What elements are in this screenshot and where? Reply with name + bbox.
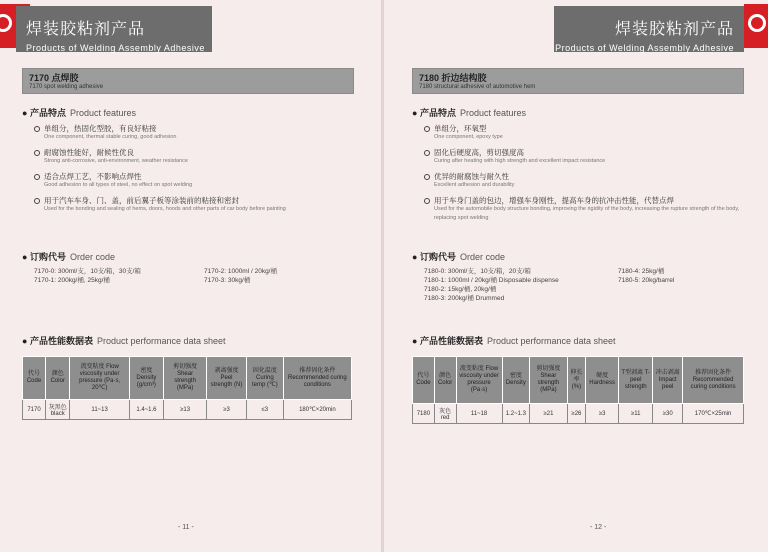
table-header-cell: 流变粘度 Flow viscosity under pressure (Pa·s, 20℃) bbox=[70, 357, 129, 400]
product-title-band bbox=[412, 68, 744, 94]
table-cell: ≥21 bbox=[530, 404, 568, 424]
table-header-cell: 代号 Code bbox=[23, 357, 46, 400]
table-cell: ≥30 bbox=[653, 404, 683, 424]
table-cell: 灰色 red bbox=[434, 404, 456, 424]
table-header-cell: 密度 Density bbox=[502, 357, 530, 404]
product-title-band bbox=[22, 68, 354, 94]
table-cell: ≥11 bbox=[619, 404, 653, 424]
table-cell: ≥26 bbox=[567, 404, 585, 424]
table-header-cell: 流变粘度 Flow viscosity under pressure (Pa·s) bbox=[456, 357, 502, 404]
product-subtitle: 7180 structural adhesive of automotive hem bbox=[419, 84, 536, 90]
order-code: 7170-1: 200kg/桶, 25kg/桶 bbox=[34, 277, 110, 284]
table-header-cell: 推荐固化条件 Recommended curing conditions bbox=[283, 357, 351, 400]
table-header-row bbox=[23, 357, 352, 400]
order-code: 7180-3: 200kg/桶 Drummed bbox=[424, 295, 505, 302]
table-header-cell: T型剥离 T-peel strength bbox=[619, 357, 653, 404]
order-code: 7180-4: 25kg/桶 bbox=[618, 268, 665, 275]
circle-bullet-icon bbox=[34, 198, 40, 204]
order-code: 7180-2: 15kg/桶, 20kg/桶 bbox=[424, 286, 497, 293]
table-header-cell: 伸长率 (%) bbox=[567, 357, 585, 404]
feature-item: 适合点焊工艺，不影响点焊性 Good adhesion to all types of steel, no effect on spot welding bbox=[44, 172, 193, 188]
logo-ring-icon bbox=[0, 14, 12, 32]
circle-bullet-icon bbox=[424, 126, 430, 132]
feature-item: 固化后硬度高，剪切强度高 Curing after heating with high strength and excellent impact resistance bbox=[434, 148, 606, 164]
table-header-cell: 推荐固化条件 Recommended curing conditions bbox=[683, 357, 744, 404]
table-cell: 1.2~1.3 bbox=[502, 404, 530, 424]
feature-item: 单组分，环氧型 One component, epoxy type bbox=[434, 124, 503, 140]
order-code-heading: ● 订购代号 Order code bbox=[22, 252, 115, 263]
table-row bbox=[23, 400, 352, 420]
left-page bbox=[0, 0, 381, 552]
order-code: 7170-2: 1000ml / 20kg/桶 bbox=[204, 268, 277, 275]
table-header-cell: 固化温度 Curing temp (℃) bbox=[246, 357, 283, 400]
table-header-cell: 剪切强度 Shear strength (MPa) bbox=[530, 357, 568, 404]
table-cell: ≥3 bbox=[207, 400, 247, 420]
table-header-cell: 颜色 Color bbox=[434, 357, 456, 404]
table-row bbox=[413, 404, 744, 424]
product-title: 7170 点焊胶 bbox=[29, 73, 79, 83]
table-cell: 1.4~1.6 bbox=[129, 400, 163, 420]
features-heading: ● 产品特点 Product features bbox=[412, 108, 526, 119]
table-cell: 11~18 bbox=[456, 404, 502, 424]
circle-bullet-icon bbox=[424, 198, 430, 204]
order-code-heading: ● 订购代号 Order code bbox=[412, 252, 505, 263]
table-header-row bbox=[413, 357, 744, 404]
performance-table bbox=[412, 356, 744, 424]
header-title-cn: 焊装胶粘剂产品 bbox=[614, 19, 734, 38]
feature-item: 耐腐蚀性能好，耐候性优良 Strong anti-corrosive, anti-environment, weather resistance bbox=[44, 148, 188, 164]
circle-bullet-icon bbox=[34, 174, 40, 180]
table-cell: ≤3 bbox=[246, 400, 283, 420]
table-cell: 灰黑色 black bbox=[45, 400, 70, 420]
performance-table bbox=[22, 356, 352, 420]
page-header bbox=[16, 6, 212, 52]
header-title-cn: 焊装胶粘剂产品 bbox=[26, 19, 146, 38]
circle-bullet-icon bbox=[424, 174, 430, 180]
logo-ring-icon bbox=[748, 14, 766, 32]
feature-item: 优异的耐腐蚀与耐久性 Excellent adhesion and durability bbox=[434, 172, 515, 188]
circle-bullet-icon bbox=[424, 150, 430, 156]
page-number: - 11 - bbox=[178, 524, 194, 531]
table-cell: 11~13 bbox=[70, 400, 129, 420]
product-subtitle: 7170 spot welding adhesive bbox=[29, 84, 104, 90]
table-header-cell: 剥离强度 Peel strength (N) bbox=[207, 357, 247, 400]
right-page bbox=[384, 0, 768, 552]
order-code: 7170-0: 300ml/支，10支/箱，30支/箱 bbox=[34, 268, 141, 275]
order-code: 7180-1: 1000ml / 20kg/桶 Disposable dispense bbox=[424, 277, 559, 284]
table-cell: 180℃×20min bbox=[283, 400, 351, 420]
table-cell: 7170 bbox=[23, 400, 46, 420]
table-header-cell: 冲击剥离 Impact peel bbox=[653, 357, 683, 404]
page-header bbox=[554, 6, 744, 52]
performance-heading: ● 产品性能数据表 Product performance data sheet bbox=[412, 336, 616, 347]
product-title: 7180 折边结构胶 bbox=[419, 73, 487, 83]
page-number: - 12 - bbox=[590, 524, 607, 531]
circle-bullet-icon bbox=[34, 150, 40, 156]
table-cell: 7180 bbox=[413, 404, 435, 424]
table-header-cell: 颜色 Color bbox=[45, 357, 70, 400]
order-code: 7180-5: 20kg/barrel bbox=[618, 277, 675, 284]
table-header-cell: 硬度 Hardness bbox=[586, 357, 619, 404]
feature-item: 用于车身门盖的包边，增强车身刚性，提高车身的抗冲击性能，代替点焊 Used for the automobile body structure bonding, improving the rigidity of the body, increasing the rupture strength of the body, replacing spot welding bbox=[434, 196, 740, 221]
table-cell: ≥3 bbox=[586, 404, 619, 424]
feature-item: 用于汽车车身、门、盖，前后翼子板等涂装前的粘接和密封 Used for the bonding and sealing of hems, doors, hoods and other parts of car body before painting bbox=[44, 196, 286, 212]
table-header-cell: 密度 Density (g/cm³) bbox=[129, 357, 163, 400]
table-header-cell: 代号 Code bbox=[413, 357, 435, 404]
header-title-en: Products of Welding Assembly Adhesive bbox=[26, 43, 205, 53]
table-header-cell: 剪切强度 Shear strength (MPa) bbox=[164, 357, 207, 400]
order-code: 7170-3: 30kg/桶 bbox=[204, 277, 251, 284]
header-title-en: Products of Welding Assembly Adhesive bbox=[555, 43, 734, 53]
feature-item: 单组分，热固化型胶，有良好粘接 One component, thermal stable curing, good adhesion bbox=[44, 124, 177, 140]
circle-bullet-icon bbox=[34, 126, 40, 132]
order-code: 7180-0: 300ml/支，10支/箱，20支/箱 bbox=[424, 268, 531, 275]
table-cell: ≥13 bbox=[164, 400, 207, 420]
table-cell: 170℃×25min bbox=[683, 404, 744, 424]
brand-logo bbox=[744, 4, 768, 48]
performance-heading: ● 产品性能数据表 Product performance data sheet bbox=[22, 336, 226, 347]
features-heading: ● 产品特点 Product features bbox=[22, 108, 136, 119]
